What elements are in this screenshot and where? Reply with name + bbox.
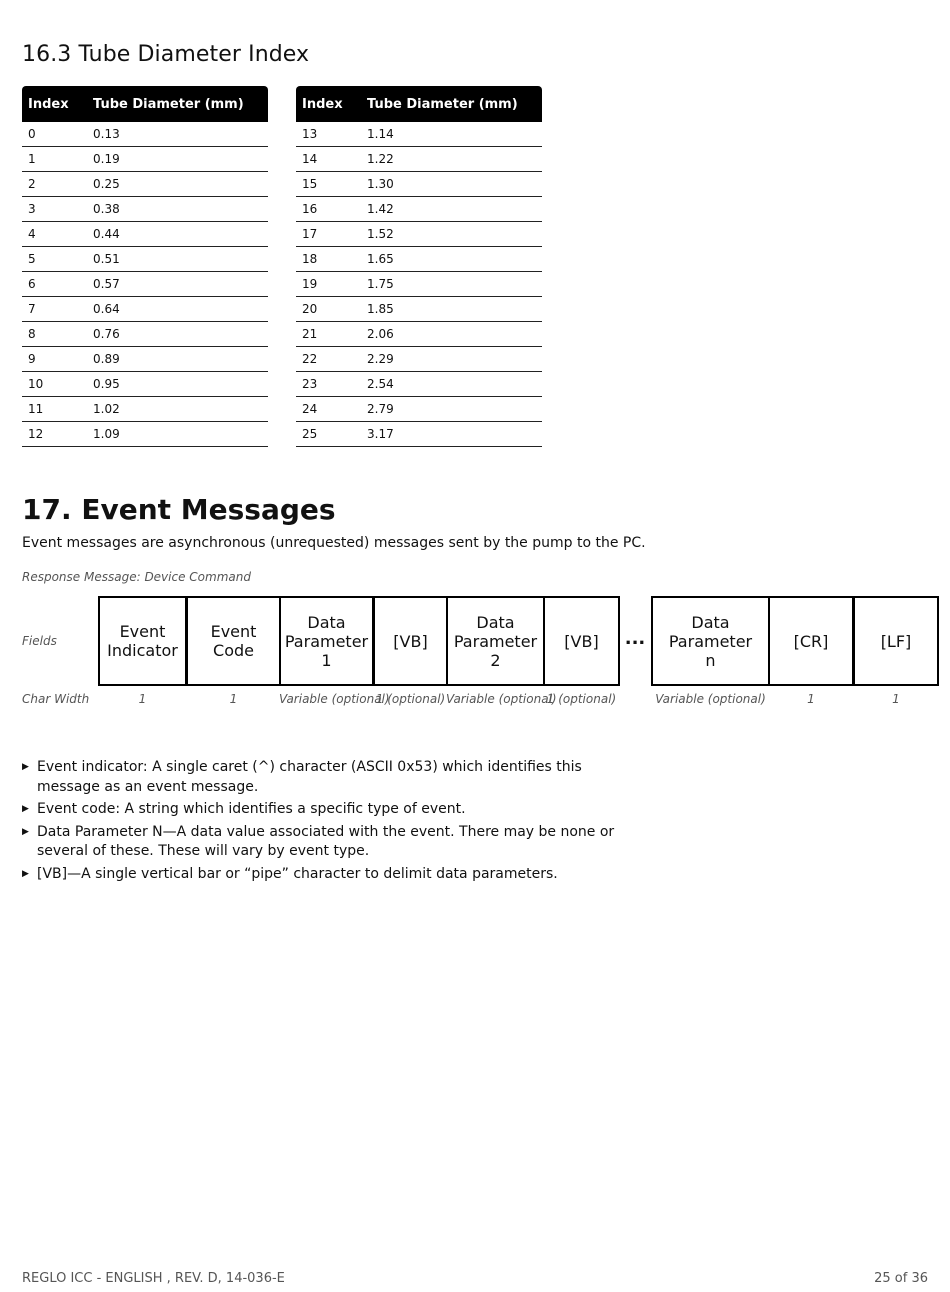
table-row (296, 272, 542, 297)
list-item-text: Event code: A string which identifies a specific type of event. (37, 801, 466, 817)
field-box (853, 596, 939, 686)
table-row (296, 247, 542, 272)
char-width-value: Variable (optional) (655, 692, 766, 706)
diameter-cell: 1.75 (361, 272, 542, 297)
field-label: Data Parameter 2 (453, 612, 538, 670)
diameter-cell: 2.06 (361, 322, 542, 347)
list-item (22, 865, 632, 885)
field-box (543, 596, 620, 686)
table-row (22, 272, 268, 297)
triangle-bullet-icon: ▶ (22, 868, 29, 879)
table-body (296, 122, 542, 447)
field-box (279, 596, 374, 686)
index-cell: 13 (296, 122, 361, 147)
index-cell: 18 (296, 247, 361, 272)
index-cell: 3 (22, 197, 87, 222)
index-cell: 1 (22, 147, 87, 172)
index-cell: 14 (296, 147, 361, 172)
tube-diameter-table-1 (22, 86, 268, 447)
diameter-cell: 0.76 (87, 322, 268, 347)
footer-page-number: 25 of 36 (874, 1271, 928, 1286)
list-item-text: [VB]—A single vertical bar or “pipe” character to delimit data parameters. (37, 865, 558, 882)
diameter-cell: 0.19 (87, 147, 268, 172)
triangle-bullet-icon: ▶ (22, 804, 29, 814)
table-row (22, 197, 268, 222)
index-cell: 4 (22, 222, 87, 247)
diameter-cell: 0.95 (87, 372, 268, 397)
footer-doc-id: REGLO ICC - ENGLISH , REV. D, 14-036-E (22, 1271, 285, 1286)
table-row (22, 422, 268, 447)
char-width-value: 1 (892, 692, 900, 706)
diameter-cell: 1.22 (361, 147, 542, 172)
table-row (296, 172, 542, 197)
field-box (373, 596, 448, 686)
char-width-value: Variable (optional) (279, 692, 390, 706)
column-header-index: Index (296, 86, 361, 122)
index-cell: 8 (22, 322, 87, 347)
char-width-value: 1 (138, 692, 147, 706)
diameter-cell: 1.02 (87, 397, 268, 422)
field-box (768, 596, 854, 686)
table-row (22, 322, 268, 347)
list-item (22, 823, 632, 862)
index-cell: 19 (296, 272, 361, 297)
index-cell: 17 (296, 222, 361, 247)
index-cell: 9 (22, 347, 87, 372)
table-row (22, 372, 268, 397)
table-row (22, 297, 268, 322)
diameter-cell: 0.38 (87, 197, 268, 222)
diameter-cell: 2.79 (361, 397, 542, 422)
response-caption: Response Message: Device Command (22, 570, 251, 584)
bullet-list (22, 758, 632, 887)
table-row (22, 122, 268, 147)
triangle-bullet-icon: ▶ (22, 762, 29, 772)
char-width-value: 1 (807, 692, 815, 706)
section-heading: 16.3 Tube Diameter Index (22, 42, 310, 67)
index-cell: 21 (296, 322, 361, 347)
field-box (446, 596, 545, 686)
index-cell: 24 (296, 397, 361, 422)
diameter-cell: 0.51 (87, 247, 268, 272)
table-row (22, 147, 268, 172)
table-row (296, 372, 542, 397)
table-row (22, 347, 268, 372)
column-header-index: Index (22, 86, 87, 122)
table-row (22, 397, 268, 422)
diameter-cell: 0.44 (87, 222, 268, 247)
diameter-cell: 0.89 (87, 347, 268, 372)
index-cell: 22 (296, 347, 361, 372)
list-item-text: Data Parameter N—A data value associated with the event. There may be none or several of these. These will vary by event type. (37, 823, 615, 859)
table-row (22, 222, 268, 247)
diameter-cell: 0.13 (87, 122, 268, 147)
table-row (296, 297, 542, 322)
index-cell: 2 (22, 172, 87, 197)
table-row (296, 347, 542, 372)
table-row (296, 422, 542, 447)
field-label: [LF] (880, 631, 912, 651)
table-row (296, 122, 542, 147)
chapter-heading: 17. Event Messages (22, 493, 336, 526)
diameter-cell: 1.09 (87, 422, 268, 447)
table-row (296, 147, 542, 172)
index-cell: 25 (296, 422, 361, 447)
index-cell: 12 (22, 422, 87, 447)
index-cell: 6 (22, 272, 87, 297)
field-label: Data Parameter 1 (284, 612, 369, 670)
index-cell: 20 (296, 297, 361, 322)
diameter-cell: 0.64 (87, 297, 268, 322)
diameter-cell: 0.57 (87, 272, 268, 297)
index-cell: 23 (296, 372, 361, 397)
list-item (22, 758, 632, 797)
field-label: Data Parameter n (668, 612, 753, 670)
diameter-cell: 2.54 (361, 372, 542, 397)
index-cell: 0 (22, 122, 87, 147)
char-width-value: 1 (229, 692, 238, 706)
column-header-diameter: Tube Diameter (mm) (87, 86, 268, 122)
diameter-cell: 0.25 (87, 172, 268, 197)
table-row (296, 222, 542, 247)
table-row (22, 172, 268, 197)
field-label: [VB] (564, 631, 599, 651)
column-header-diameter: Tube Diameter (mm) (361, 86, 542, 122)
char-width-row-label: Char Width (22, 692, 90, 706)
intro-text: Event messages are asynchronous (unrequested) messages sent by the pump to the PC. (22, 535, 646, 551)
char-width-value: Variable (optional) (446, 692, 557, 706)
field-label: [CR] (793, 631, 829, 651)
diameter-cell: 1.14 (361, 122, 542, 147)
fields-row-label: Fields (22, 634, 57, 648)
diameter-cell: 1.85 (361, 297, 542, 322)
ellipsis: ... (624, 628, 646, 649)
char-width-value: 1 (optional) (546, 692, 617, 706)
table-row (296, 197, 542, 222)
diameter-cell: 1.42 (361, 197, 542, 222)
field-label: Event Code (210, 622, 257, 660)
field-box (186, 596, 281, 686)
diameter-cell: 1.65 (361, 247, 542, 272)
char-width-value: 1 (optional) (375, 692, 446, 706)
diameter-cell: 1.30 (361, 172, 542, 197)
index-cell: 5 (22, 247, 87, 272)
diameter-cell: 2.29 (361, 347, 542, 372)
list-item (22, 800, 632, 820)
field-box (98, 596, 187, 686)
tube-diameter-table-2 (296, 86, 542, 447)
table-row (22, 247, 268, 272)
field-box (651, 596, 770, 686)
table-row (296, 397, 542, 422)
index-cell: 11 (22, 397, 87, 422)
index-cell: 7 (22, 297, 87, 322)
triangle-bullet-icon: ▶ (22, 826, 29, 837)
index-cell: 10 (22, 372, 87, 397)
index-cell: 16 (296, 197, 361, 222)
field-label: [VB] (393, 631, 428, 651)
table-row (296, 322, 542, 347)
diameter-cell: 1.52 (361, 222, 542, 247)
index-cell: 15 (296, 172, 361, 197)
diameter-cell: 3.17 (361, 422, 542, 447)
list-item-text: Event indicator: A single caret (^) character (ASCII 0x53) which identifies this message as an event message. (37, 759, 582, 795)
table-body (22, 122, 268, 447)
field-label: Event Indicator (107, 622, 178, 660)
